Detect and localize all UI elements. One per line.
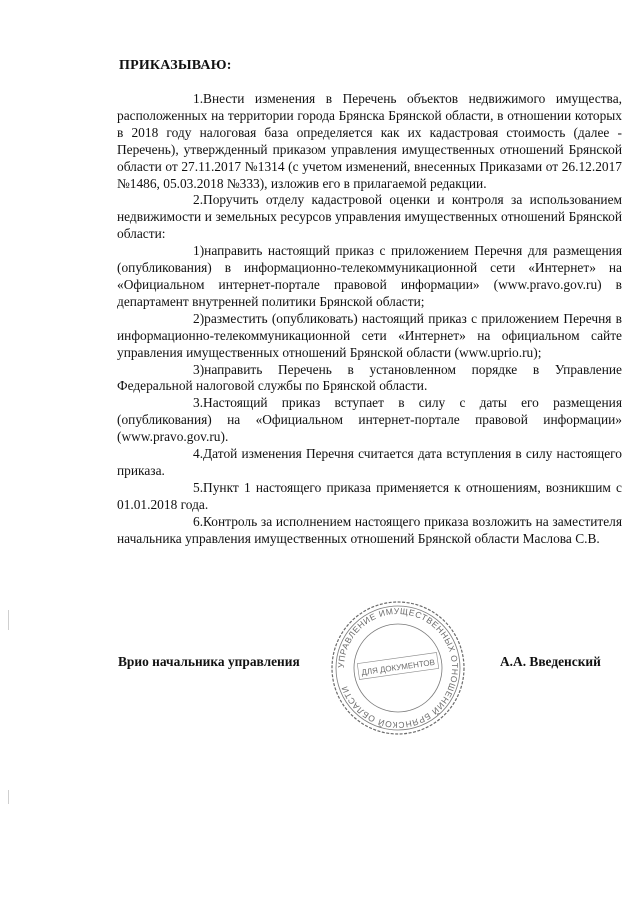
- scan-artifact: [8, 610, 9, 630]
- official-stamp: [328, 598, 468, 738]
- paragraph-number: 1.: [193, 91, 204, 106]
- order-body: [117, 91, 622, 547]
- paragraph-number: 2): [193, 310, 205, 326]
- signatory-title: Врио начальника управления: [118, 654, 300, 669]
- stamp-center-text: ДЛЯ ДОКУМЕНТОВ: [360, 657, 436, 678]
- paragraph-text: Контроль за исполнением настоящего приказа возложить на заместителя начальника управления имущественных отношений Брянской области Маслова С.В.: [117, 513, 622, 546]
- subparagraph-2-1: [117, 243, 622, 311]
- paragraph-text: Пункт 1 настоящего приказа применяется к отношениям, возникшим с 01.01.2018 года.: [117, 479, 622, 512]
- paragraph-number: 4.: [193, 446, 204, 462]
- paragraph-2: [117, 192, 622, 243]
- paragraph-text: направить настоящий приказ с приложением Перечня для размещения (опубликования) в информационно-телекоммуникационной сети «Интернет» на «Официальном интернет-портале правовой информации» (www.pravo.gov.ru) в департамент внутренней политики Брянской области;: [117, 243, 622, 309]
- paragraph-4: [117, 446, 622, 480]
- paragraph-text: направить Перечень в установленном порядке в Управление Федеральной налоговой службы по Брянской области.: [117, 361, 622, 394]
- paragraph-6: [117, 514, 622, 548]
- paragraph-text: Датой изменения Перечня считается дата вступления в силу настоящего приказа.: [117, 446, 622, 478]
- paragraph-number: 6.: [193, 513, 204, 529]
- paragraph-number: 1): [193, 243, 205, 259]
- paragraph-1: [117, 91, 622, 192]
- paragraph-number: 2.: [193, 192, 204, 208]
- subparagraph-2-3: [117, 362, 622, 396]
- paragraph-text: разместить (опубликовать) настоящий приказ с приложением Перечня в информационно-телекоммуникационной сети «Интернет» на официальном сайте управления имущественных отношений Брянской области (www.uprio.ru);: [117, 310, 622, 360]
- paragraph-text: Настоящий приказ вступает в силу с даты его размещения (опубликования) на «Официальном интернет-портале правовой информации» (www.pravo.gov.ru).: [117, 395, 622, 445]
- paragraph-text: Внести изменения в Перечень объектов недвижимого имущества, расположенных на территории города Брянска Брянской области, в отношении которых в 2018 году налоговая база определяется как их кадастровая стоимость (далее - Перечень), утвержденный приказом управления имущественных отношений Брянской области от 27.11.2017 №1314 (с учетом изменений, внесенных Приказами от 26.12.2017 №1486, 05.03.2018 №333), изложив его в прилагаемой редакции.: [117, 91, 622, 191]
- scan-artifact: [8, 790, 9, 804]
- paragraph-number: 3): [193, 361, 205, 377]
- paragraph-3: [117, 395, 622, 446]
- paragraph-5: [117, 480, 622, 514]
- signatory-name: А.А. Введенский: [500, 654, 601, 669]
- paragraph-text: Поручить отделу кадастровой оценки и контроля за использованием недвижимости и земельных ресурсов управления имущественных отношений Брянской области:: [117, 192, 622, 242]
- subparagraph-2-2: [117, 311, 622, 362]
- stamp-outer-textpath: УПРАВЛЕНИЕ ИМУЩЕСТВЕННЫХ ОТНОШЕНИЙ БРЯНСКОЙ ОБЛАСТИ: [335, 605, 461, 731]
- order-heading: ПРИКАЗЫВАЮ:: [119, 58, 232, 73]
- paragraph-number: 3.: [193, 395, 204, 411]
- paragraph-number: 5.: [193, 479, 204, 495]
